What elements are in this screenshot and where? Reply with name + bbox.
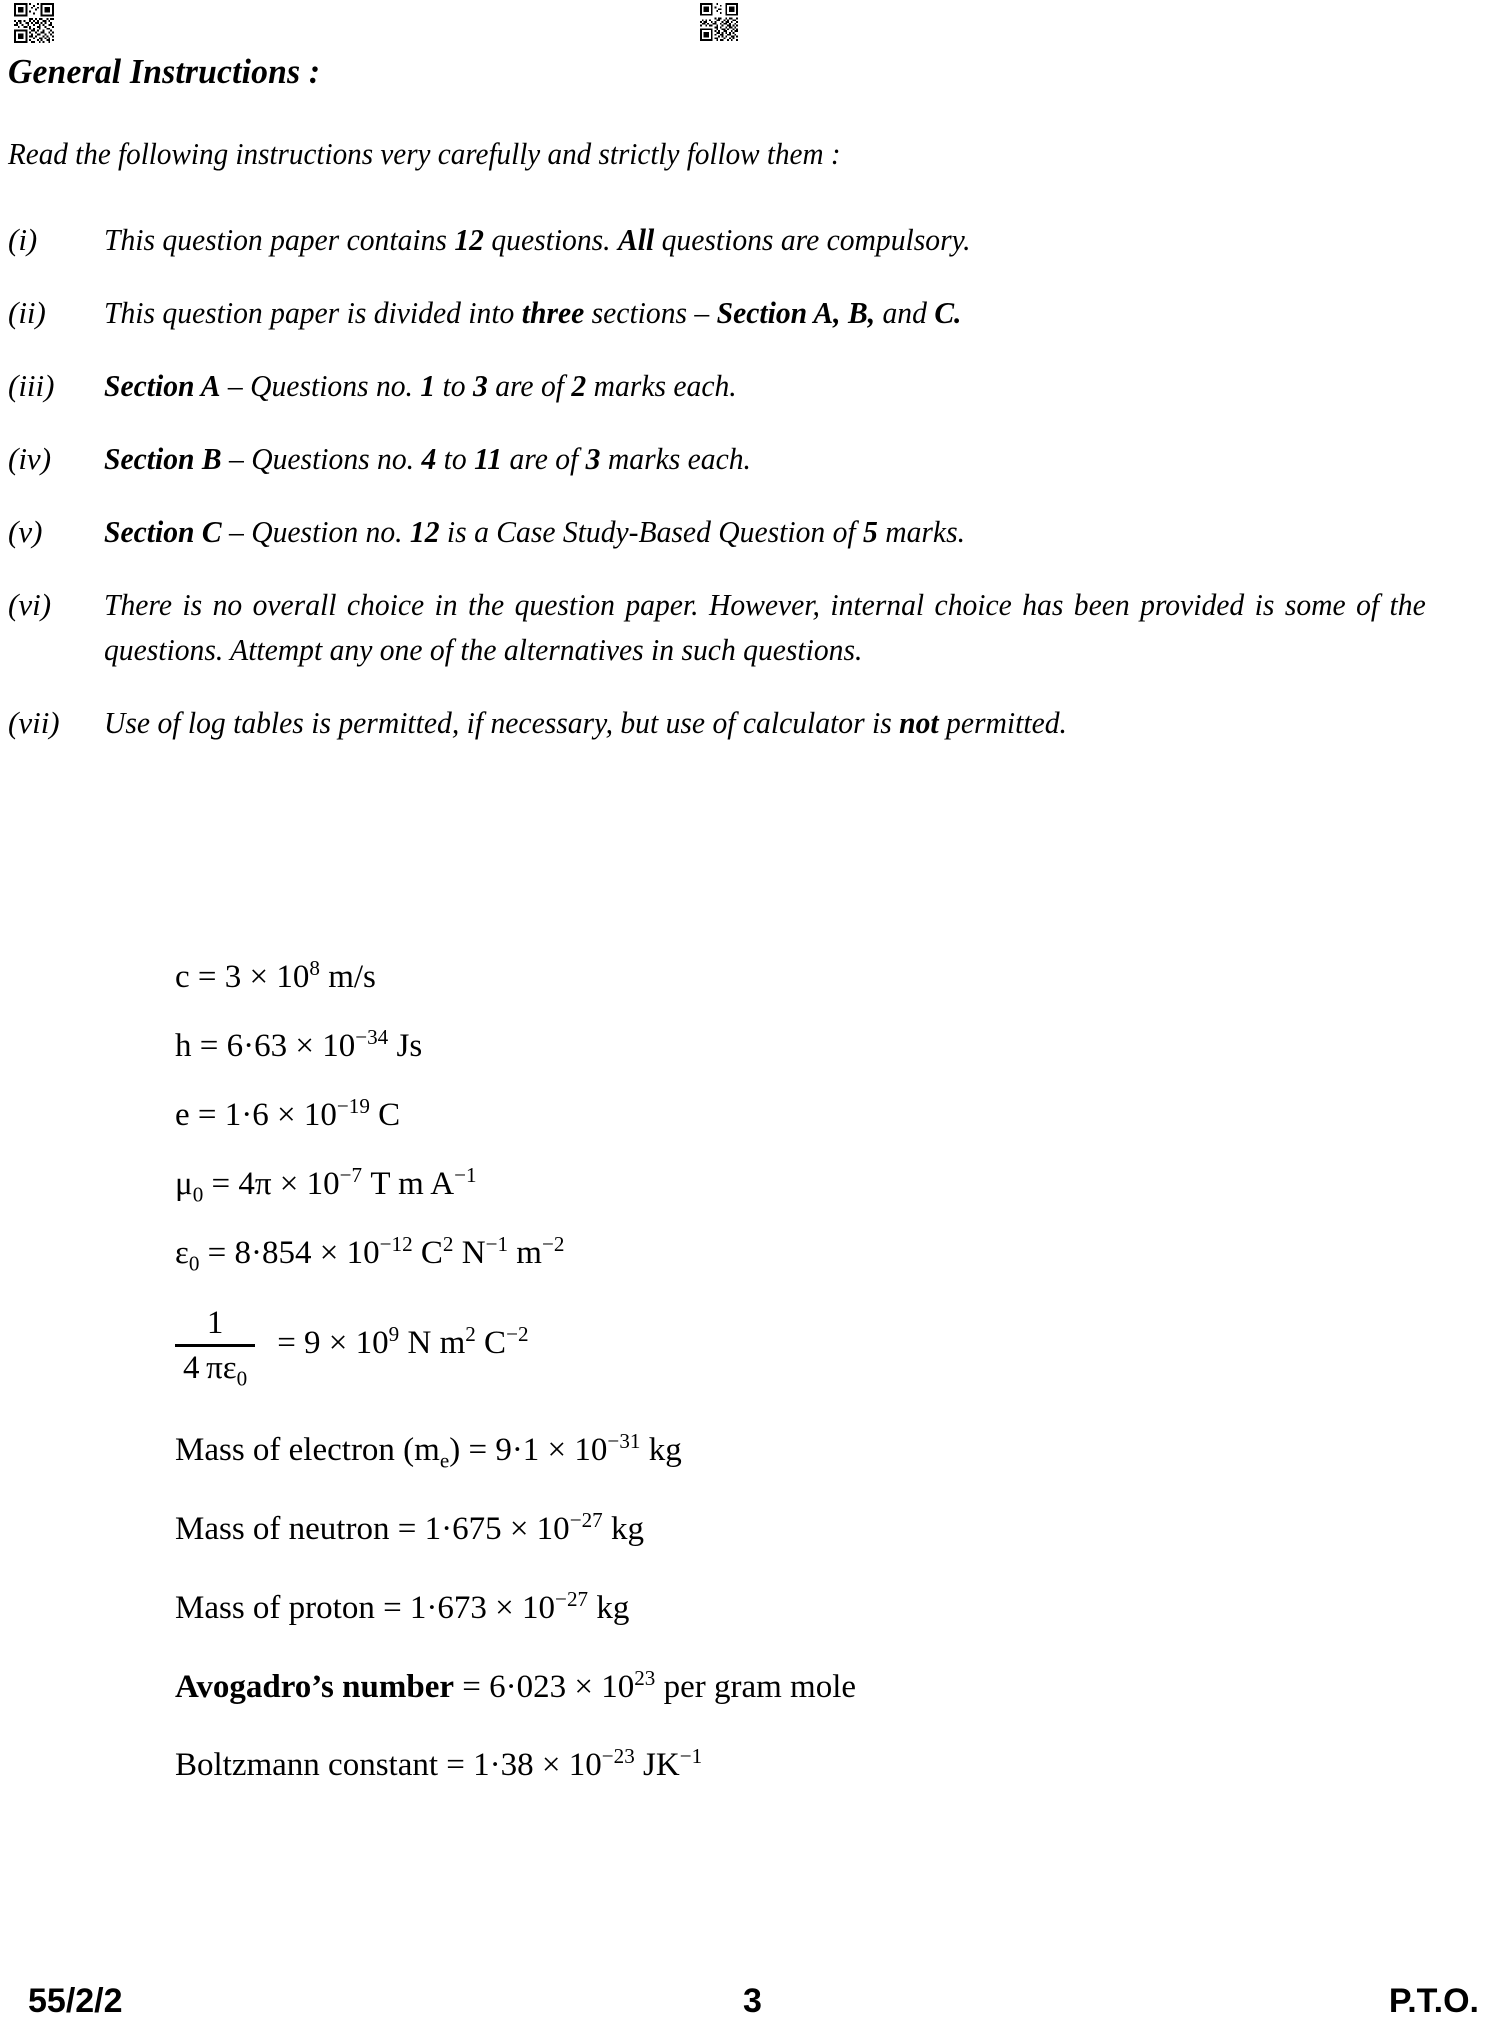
fraction-numerator: 1 <box>206 1304 224 1341</box>
qr-code-left <box>14 2 54 44</box>
paper-code: 55/2/2 <box>28 1982 123 2020</box>
instruction-item <box>8 701 1488 746</box>
page-footer <box>0 1982 1505 2026</box>
instruction-number: (vii) <box>8 704 60 740</box>
mass-of-electron: Mass of electron $(m_e) = 9\cdot 1 \times 10^{-31}$ kg <box>175 1428 682 1473</box>
instruction-item <box>8 218 1488 263</box>
instruction-number: (i) <box>8 222 38 257</box>
mass-of-proton: Mass of proton = $1\cdot 673 \times 10^{-27}$ kg <box>175 1586 630 1626</box>
fraction-value: = $9 \times 10^9$ N $m^2$ $C^{-2}$ <box>277 1322 529 1362</box>
fraction-denominator: 4 $\pi\varepsilon_0$ <box>183 1349 248 1391</box>
constant-speed-of-light: $c = 3 \times 10^8$ m/s <box>175 956 376 995</box>
fraction <box>175 1304 255 1391</box>
general-instructions-block <box>8 52 1488 774</box>
instruction-number: (iii) <box>8 367 55 403</box>
instruction-text: Section C – Question no. 12 is a Case Study-Based Question of 5 marks. <box>104 513 965 549</box>
turn-over-label: P.T.O. <box>1388 1982 1479 2020</box>
constant-elementary-charge: $e = 1\cdot 6 \times 10^{-19}$ C <box>175 1093 401 1133</box>
instruction-text: There is no overall choice in the question paper. However, internal choice has been provided is some of the questions. Attempt any one of the alternatives in such questions. <box>104 586 1426 667</box>
instruction-item <box>8 583 1488 673</box>
constant-coulomb <box>175 1303 1275 1391</box>
page-number: 3 <box>743 1982 762 2020</box>
qr-code-right <box>700 2 738 42</box>
instruction-item <box>8 364 1488 409</box>
instruction-number: (ii) <box>8 294 46 330</box>
page-title: General Instructions : <box>8 52 321 91</box>
instruction-number: (vi) <box>8 586 52 622</box>
instruction-number: (iv) <box>8 440 52 476</box>
constant-permeability: $\mu_0 = 4\pi \times 10^{-7}$ T m $A^{-1}$ <box>175 1162 477 1207</box>
masses-block <box>175 1428 1275 1786</box>
constant-permittivity: $\varepsilon_0 = 8\cdot 854 \times 10^{-12}$ $C^2$ $N^{-1}$ $m^{-2}$ <box>175 1231 565 1276</box>
instruction-item <box>8 437 1488 482</box>
physical-constants-block <box>175 958 1275 1825</box>
instruction-number: (v) <box>8 513 43 549</box>
instruction-text: This question paper is divided into three sections – Section A, B, and C. <box>104 294 962 330</box>
instruction-text: Use of log tables is permitted, if necessary, but use of calculator is not permitted. <box>104 704 1067 740</box>
instruction-item <box>8 510 1488 555</box>
instruction-item <box>8 291 1488 336</box>
mass-of-neutron: Mass of neutron = $1\cdot 675 \times 10^{-27}$ kg <box>175 1507 644 1547</box>
avogadro-number: Avogadro’s number = $6\cdot 023 \times 10^{23}$ per gram mole <box>175 1665 857 1705</box>
instruction-text: This question paper contains 12 questions. All questions are compulsory. <box>104 222 971 257</box>
boltzmann-constant: Boltzmann constant = $1\cdot 38 \times 10^{-23}$ $JK^{-1}$ <box>175 1744 703 1784</box>
instruction-text: Section A – Questions no. 1 to 3 are of 2 marks each. <box>104 367 737 403</box>
instruction-text: Section B – Questions no. 4 to 11 are of 3 marks each. <box>104 440 751 476</box>
instructions-lead-text: Read the following instructions very carefully and strictly follow them : <box>8 136 841 171</box>
constant-planck: $h = 6\cdot 63 \times 10^{-34}$ Js <box>175 1024 423 1064</box>
